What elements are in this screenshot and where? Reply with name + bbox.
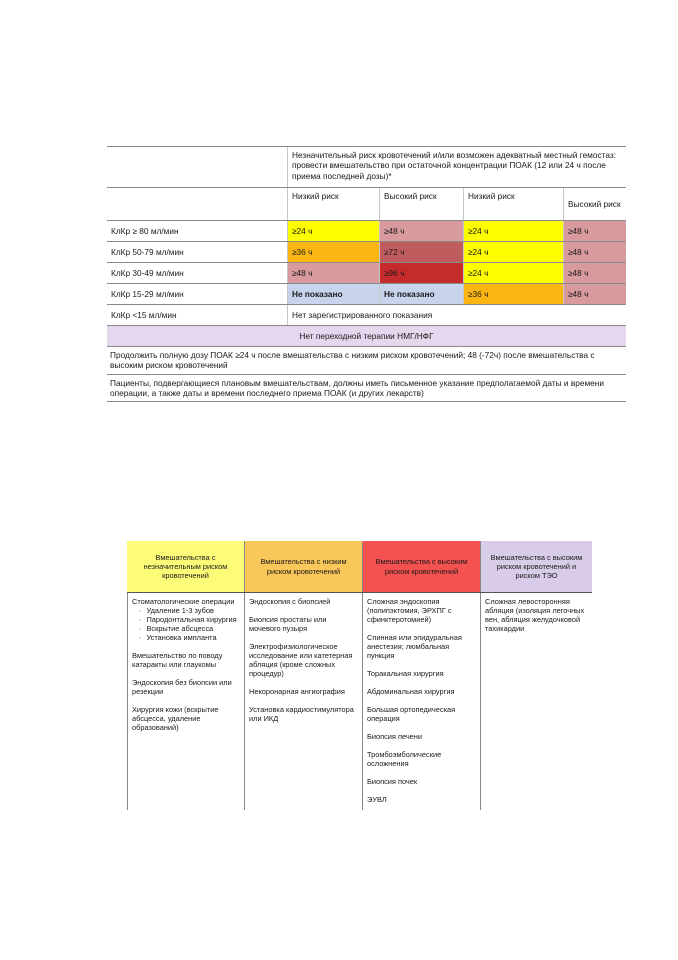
table-cell: ≥48 ч	[563, 221, 626, 241]
header-risk-description: Незначительный риск кровотечений и/или возможен адекватный местный гемостаз: провести вмешательство при остаточной концентрации ПОАК (12 или 24 ч после приема последней дозы)*	[287, 147, 626, 187]
list-item: Вмешательство по поводу катаракты или глаукомы	[132, 651, 223, 670]
table-subheader-row	[107, 187, 626, 220]
list-item: Стоматологические операции	[132, 597, 235, 606]
table-cell: ≥24 ч	[287, 221, 379, 241]
table-row	[107, 220, 626, 241]
list-item: Большая ортопедическая операция	[367, 705, 456, 724]
subheader-high-risk-1: Высокий риск	[379, 188, 463, 220]
table-header-row	[127, 541, 592, 593]
table-row	[107, 304, 626, 325]
list-item: Эндоскопия без биопсии или резекции	[132, 678, 232, 697]
list-item: Сложная левосторонняя абляция (изоляция легочных вен, абляция желудочковой тахикардии	[485, 597, 585, 634]
subheader-low-risk-2: Низкий риск	[463, 188, 563, 220]
table-body	[127, 593, 592, 810]
row-label: КлКр 15-29 мл/мин	[111, 288, 184, 299]
row-label: КлКр 30-49 мл/мин	[111, 267, 184, 278]
header-high-risk: Вмешательства с высоким риском кровотечений	[363, 541, 481, 592]
table-cell: ≥24 ч	[463, 221, 563, 241]
column-minimal-risk	[127, 593, 245, 810]
list-item: · Пародонтальная хирургия	[148, 615, 240, 624]
note-planned-interventions: Пациенты, подвергающиеся плановым вмешательствам, должны иметь письменное указание предполагаемой даты и времени операции, а также даты и времени последнего приема ПОАК (и других лекарств)	[110, 377, 605, 399]
table-cell: ≥48 ч	[287, 263, 379, 283]
list-item: Установка кардиостимулятора или ИКД	[249, 705, 354, 724]
table-cell: ≥24 ч	[463, 263, 563, 283]
merged-cell: Нет зарегистрированного показания	[287, 305, 626, 325]
table-cell: Не показано	[379, 284, 463, 304]
list-item: Торакальная хирургия	[367, 669, 444, 679]
column-low-risk	[245, 593, 363, 810]
bleeding-risk-table	[127, 541, 592, 809]
table-header-row	[107, 146, 626, 187]
table-cell: ≥36 ч	[463, 284, 563, 304]
empty-header-cell	[107, 147, 287, 187]
table-row	[107, 262, 626, 283]
table-row	[107, 241, 626, 262]
table-row	[107, 374, 626, 403]
dental-sublist	[132, 606, 240, 642]
list-item: Эндоскопия с биопсией	[249, 597, 331, 606]
column-high-risk	[363, 593, 481, 810]
table-row	[107, 325, 626, 346]
list-item: Биопсия почек	[367, 777, 418, 787]
row-label: КлКр ≥ 80 мл/мин	[111, 225, 179, 236]
list-item: Электрофизиологическое исследование или катетерная абляция (кроме сложных процедур)	[249, 642, 353, 679]
empty-subheader-cell	[107, 188, 287, 220]
bridging-row: Нет переходной терапии НМГ/НФГ	[107, 326, 626, 346]
list-item: Тромбоэмболические осложнения	[367, 750, 442, 769]
table-cell: ≥48 ч	[379, 221, 463, 241]
table-cell: ≥96 ч	[379, 263, 463, 283]
list-item: Биопсия простаты или мочевого пузыря	[249, 615, 327, 634]
list-item: · Установка импланта	[148, 633, 240, 642]
row-label: КлКр <15 мл/мин	[111, 309, 177, 320]
list-item: Некоронарная ангиография	[249, 687, 345, 697]
table-cell: ≥48 ч	[563, 263, 626, 283]
table-row	[107, 283, 626, 304]
anticoagulant-timing-table	[107, 146, 626, 402]
list-item: Биопсия печени	[367, 732, 423, 742]
list-item: Спинная или эпидуральная анестезия; люмбальная пункция	[367, 633, 462, 661]
list-item: ЭУВЛ	[367, 795, 387, 805]
table-cell: ≥72 ч	[379, 242, 463, 262]
list-item: · Вскрытие абсцесса	[148, 624, 240, 633]
table-row	[107, 346, 626, 374]
row-label: КлКр 50-79 мл/мин	[111, 246, 184, 257]
header-minimal-risk: Вмешательства с незначительным риском кровотечений	[127, 541, 245, 592]
table-cell: ≥24 ч	[463, 242, 563, 262]
list-item: Абдоминальная хирургия	[367, 687, 455, 697]
subheader-high-risk-2: Высокий риск	[563, 188, 626, 220]
table-cell: ≥48 ч	[563, 242, 626, 262]
note-continue-dose: Продолжить полную дозу ПОАК ≥24 ч после вмешательства с низким риском кровотечений; 48 (-72ч) после вмешательства с высоким риском кровотечений	[110, 350, 595, 371]
table-cell: Не показано	[287, 284, 379, 304]
table-cell: ≥36 ч	[287, 242, 379, 262]
header-high-risk-teo: Вмешательства с высоким риском кровотечений и риском ТЭО	[481, 541, 592, 592]
header-low-risk: Вмешательства с низким риском кровотечений	[245, 541, 363, 592]
subheader-low-risk-1: Низкий риск	[287, 188, 379, 220]
table-cell: ≥48 ч	[563, 284, 626, 304]
column-high-risk-teo	[481, 593, 592, 810]
list-item: · Удаление 1-3 зубов	[148, 606, 240, 615]
list-item: Хирургия кожи (вскрытие абсцесса, удаление образований)	[132, 705, 219, 733]
list-item: Сложная эндоскопия (полипэктомия, ЭРХПГ с сфинктеротомией)	[367, 597, 452, 625]
